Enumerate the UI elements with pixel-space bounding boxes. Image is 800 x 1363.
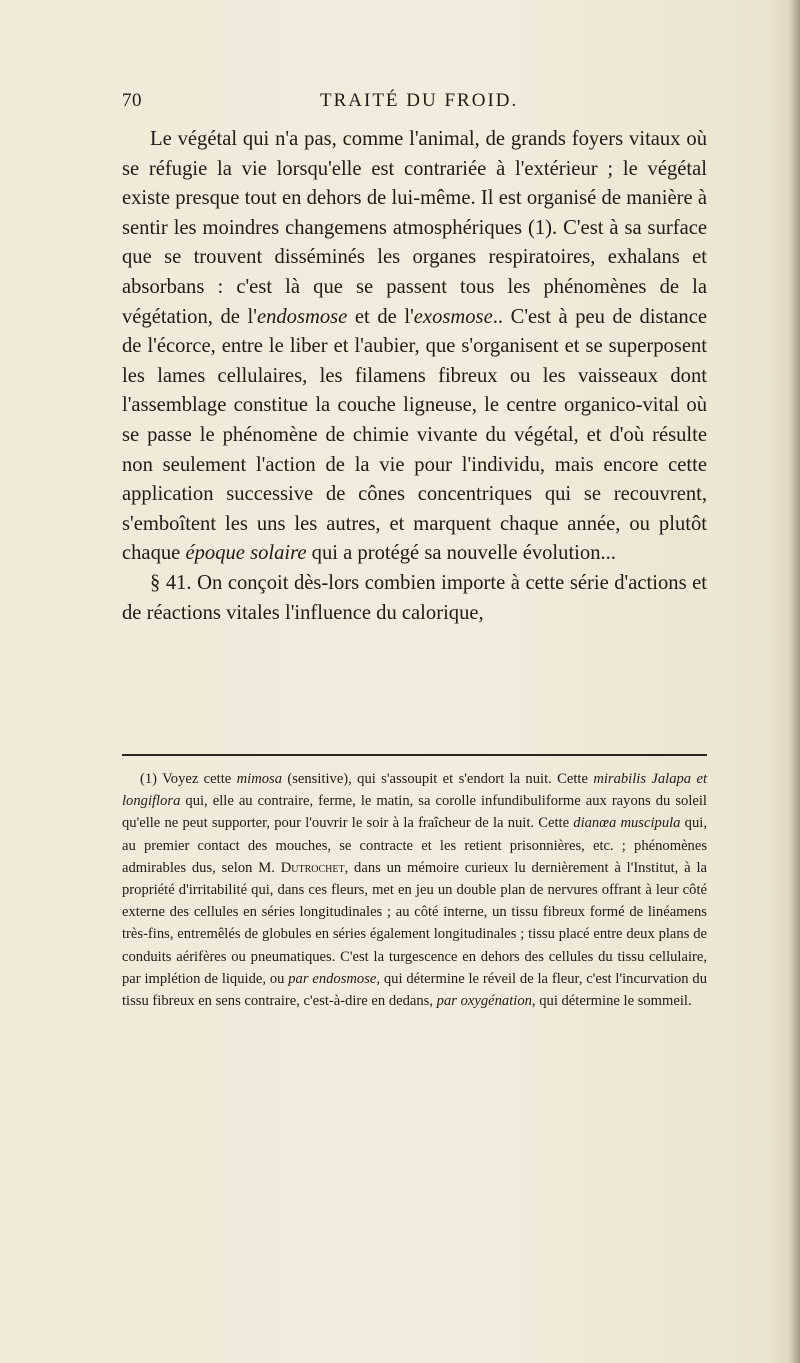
main-text [122,125,707,628]
author-name: Dutrochet [280,859,345,876]
paragraph-vegetal: Le végétal qui n'a pas, comme l'animal, de grands foyers vitaux où se réfugie la vie lorsqu'elle est contrariée à l'extérieur ; le végétal existe presque tout en dehors de lui-même. Il est organisé de manière à sentir les moindres changemens atmosphériques (1). C'est à sa surface que se trouvent disséminés les organes respiratoires, exhalans et absorbans : c'est là que se passent tous les phénomènes de la végétation, de l'endosmose et de l'exosmose.. C'est à peu de distance de l'écorce, entre le liber et l'aubier, que s'organisent et se superposent les lames cellulaires, les filamens fibreux ou les vaisseaux dont l'assemblage constitue la couche ligneuse, le centre organico-vital où se passe le phénomène de chimie vivante du végétal, et d'où résulte non seulement l'action de la vie pour l'individu, mais encore cette application successive de cônes concentriques qui se recouvrent, s'emboîtent les uns les autres, et marquent chaque année, ou plutôt chaque époque solaire qui a protégé sa nouvelle évolution... [122,128,707,565]
footnote [122,768,707,1012]
page-number: 70 [122,90,142,111]
running-title: TRAITÉ DU FROID. [320,90,519,111]
footnote-1: (1) Voyez cette mimosa (sensitive), qui s'assoupit et s'endort la nuit. Cette mirabilis Jalapa et longiflora qui, elle au contraire, ferme, le matin, sa corolle infundibuliforme aux rayons du soleil qu'elle ne peut supporter, pour l'ouvrir le soir à la fraîcheur de la nuit. Cette dianœa muscipula qui, au premier contact des mouches, se contracte et les retient prisonnières, etc. ; phénomènes admirables dus, selon M. Dutrochet, dans un mémoire curieux lu dernièrement à l'Institut, à la propriété d'irritabilité qui, dans ces fleurs, met en jeu un double plan de nervures offrant à leur côté externe des cellules en séries longitudinales ; au côté interne, un tissu fibreux formé de linéamens très-fins, entremêlés de globules en séries également longitudinales ; tissu placé entre deux plans de conduits aérifères ou pneumatiques. C'est la turgescence en dehors des cellules du tissu cellulaire, par implétion de liquide, ou par endosmose, qui détermine le réveil de la fleur, c'est l'incurvation du tissu fibreux en sens contraire, c'est-à-dire en dedans, par oxygénation, qui détermine le sommeil. [122,771,707,1010]
term-epoque-solaire: époque solaire [185,542,307,565]
term-exosmose: exosmose [413,305,493,328]
page-edge-shadow [786,0,800,1363]
paragraph-section-41: § 41. On conçoit dès-lors combien importe à cette série d'actions et de réactions vitales l'influence du calorique, [122,571,707,624]
term-endosmose: endosmose [256,305,348,328]
page-header [122,90,702,116]
footnote-separator [122,754,707,756]
